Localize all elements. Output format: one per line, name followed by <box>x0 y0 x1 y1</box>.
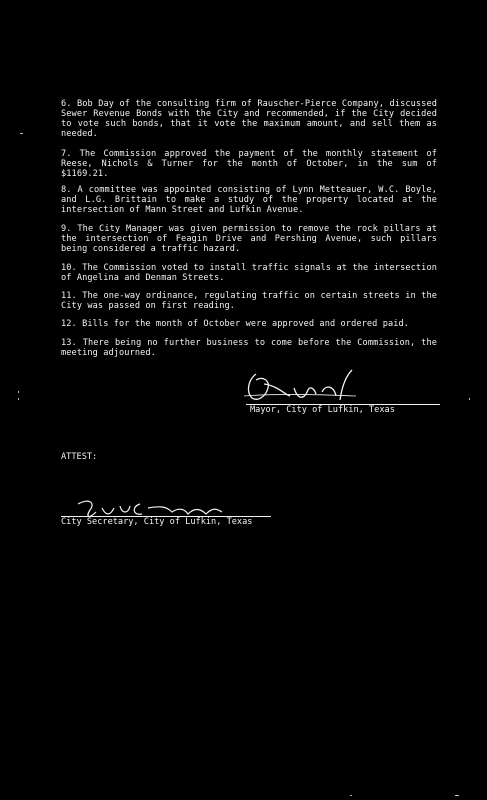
scan-speck <box>20 133 23 134</box>
scan-speck <box>350 795 352 796</box>
minutes-item-10: 10. The Commission voted to install traffic signals at the intersection of Angelina and Denman Streets. <box>61 263 443 283</box>
scan-speck <box>18 398 19 400</box>
minutes-item-13: 13. There being no further business to come before the Commission, the meeting adjourned. <box>61 338 443 358</box>
minutes-item-12: 12. Bills for the month of October were approved and ordered paid. <box>61 319 410 329</box>
minutes-item-9: 9. The City Manager was given permission to remove the rock pillars at the intersection of Feagin Drive and Pershing Avenue, such pillars being considered a traffic hazard. <box>61 224 443 254</box>
mayor-signature-scrawl <box>238 366 358 406</box>
minutes-item-11: 11. The one-way ordinance, regulating traffic on certain streets in the City was passed on first reading. <box>61 291 443 311</box>
secretary-caption: City Secretary, City of Lufkin, Texas <box>61 517 253 527</box>
attest-label: ATTEST: <box>61 452 98 462</box>
minutes-item-8: 8. A committee was appointed consisting of Lynn Metteauer, W.C. Boyle, and L.G. Brittain to make a study of the property located at the intersection of Mann Street and Lufkin Avenue. <box>61 185 443 215</box>
scan-speck <box>455 795 459 796</box>
mayor-caption: Mayor, City of Lufkin, Texas <box>250 405 395 415</box>
minutes-item-6: 6. Bob Day of the consulting firm of Rauscher-Pierce Company, discussed Sewer Revenue Bonds with the City and recommended, if the City decided to vote such bonds, that it vote the maximum amount, and sell them as needed. <box>61 99 443 139</box>
scan-speck <box>469 398 470 400</box>
minutes-item-7: 7. The Commission approved the payment of the monthly statement of Reese, Nichols & Turner for the month of October, in the sum of $1169.21. <box>61 149 443 179</box>
scan-speck <box>18 391 19 393</box>
